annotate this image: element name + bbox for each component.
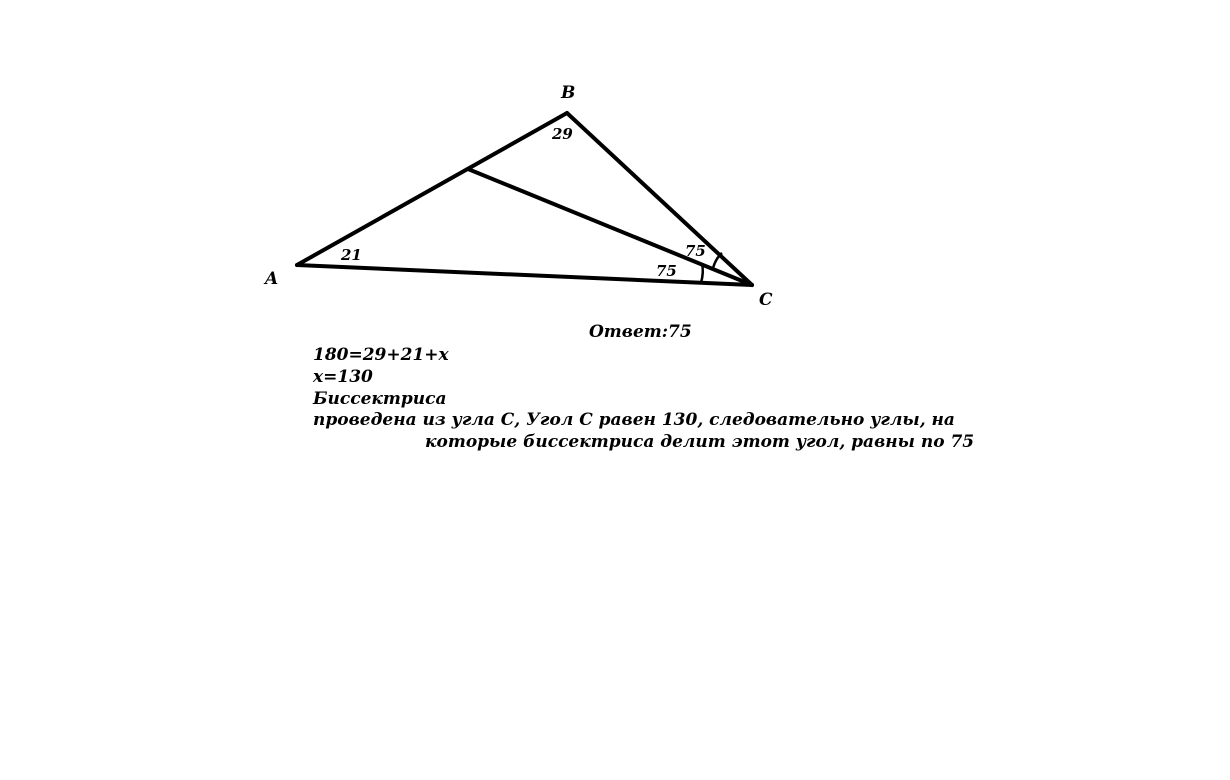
solution-line-3: Биссектриса [313, 389, 447, 409]
bisector-from-c [468, 169, 752, 285]
solution-line-2: x=130 [313, 367, 373, 387]
solution-line-4: проведена из угла С, Угол С равен 130, следовательно углы, на [313, 410, 955, 430]
vertex-label-b: B [561, 83, 576, 103]
solution-line-5: которые биссектриса делит этот угол, равны по 75 [425, 432, 975, 452]
vertex-label-a: A [265, 269, 279, 289]
angle-label-a: 21 [341, 246, 362, 264]
side-ac [297, 265, 752, 285]
side-bc [567, 113, 752, 285]
angle-label-b: 29 [552, 125, 573, 143]
angle-label-c-upper: 75 [685, 242, 706, 260]
side-ab [297, 113, 567, 265]
answer-text: Ответ:75 [589, 322, 692, 342]
vertex-label-c: C [759, 290, 773, 310]
angle-arc-c-lower [701, 264, 703, 283]
solution-line-1: 180=29+21+x [313, 345, 449, 365]
angle-label-c-lower: 75 [656, 262, 677, 280]
